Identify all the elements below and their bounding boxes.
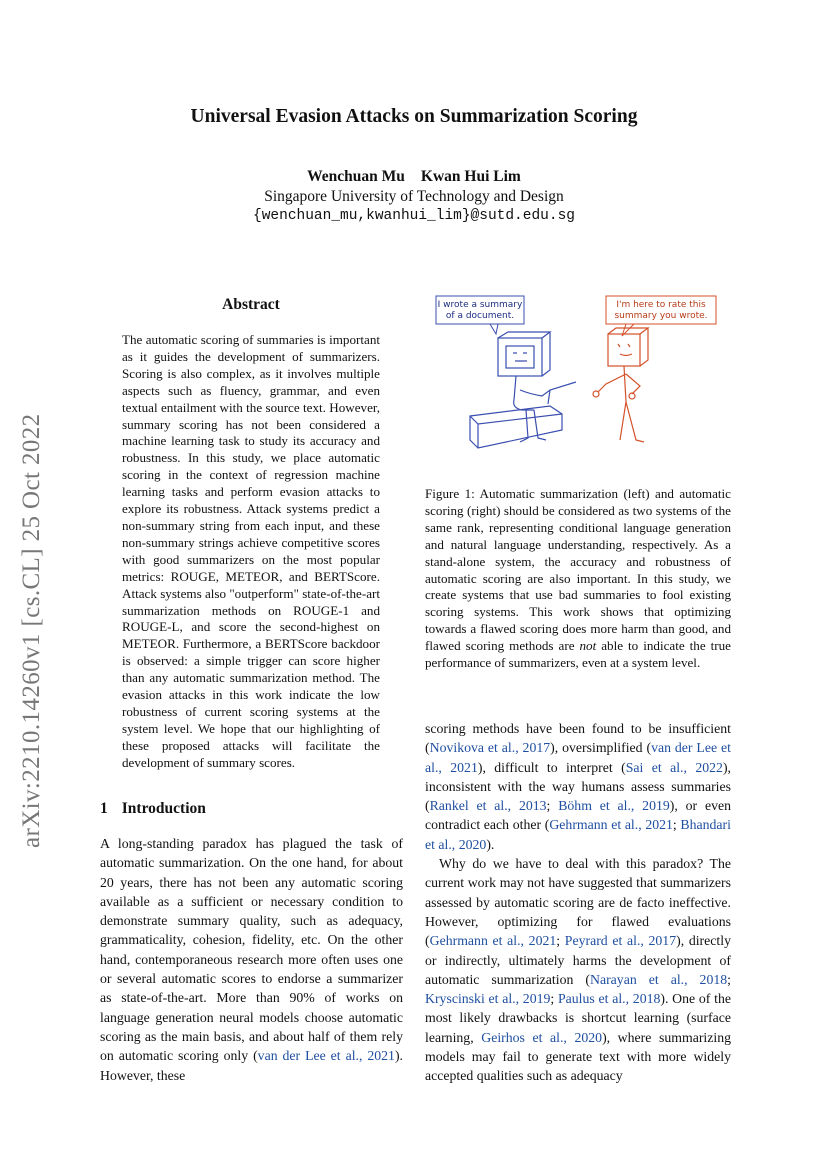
citation-link[interactable]: Gehrmann et al., 2021 [549,817,673,833]
affiliation: Singapore University of Technology and Design [264,188,564,205]
citation-link[interactable]: Böhm et al., 2019 [558,798,670,814]
figure-1-caption [425,486,731,672]
summarizer-robot [470,332,576,448]
author-name: Kwan Hui Lim [420,168,521,185]
figure-1 [430,290,730,470]
abstract-heading: Abstract [222,296,280,313]
citation-link[interactable]: van der Lee et al., 2021 [257,1048,395,1064]
paragraph [425,719,731,854]
paragraph-text: ), directly or indirectly, ultimately harms the development of automatic summarization ( [425,933,731,987]
paragraph-text: ; [727,971,731,987]
paragraph-text: ), inconsistent with the way humans assess summaries ( [425,759,731,814]
introduction-text: A long-standing paradox has plagued the task of automatic summarization. On the one hand, for about 20 years, there has not been any automatic scoring available as a sufficient or necessary condition to demonstrate summary quality, such as adequacy, grammaticality, cohesion, fidelity, etc. On the other hand, contemporaneous research more often uses one or several automatic scores to endorse a summarizer as state-of-the-art. More than 90% of works on language generation neural models choose automatic scoring as the main basis, and about half of them rely on automatic scoring only ( [100,836,403,1064]
citation-link[interactable]: Sai et al., 2022 [625,759,723,775]
citation-link[interactable]: van der Lee et al., 2021 [425,740,731,775]
paragraph [425,854,731,1086]
paragraph-text: ). One of the most likely drawbacks is shortcut learning (surface learning, [425,991,731,1045]
citation-link[interactable]: Bhandari et al., 2020 [425,817,731,852]
author-name: Wenchuan Mu [307,168,405,185]
author-emails: {wenchuan_mu,kwanhui_lim}@sutd.edu.sg [253,208,575,224]
introduction-text-end: ). However, these [100,1048,403,1083]
paragraph-text: ), oversimplified ( [550,740,652,756]
paragraph-text: ), or even contradict each other ( [425,798,731,833]
caption-text: Figure 1: Automatic summarization (left) and automatic scoring (right) should be considered as two systems of the same rank, representing conditional language generation and natural language understanding, respectively. As a stand-alone system, the accuracy and robustness of automatic scoring are also important. In this study, we create systems that use bad summaries to fool existing scoring systems. This work shows that optimizing towards a flawed scoring does more harm than good, and flawed scoring methods are [425,486,731,654]
paragraph-text: ), difficult to interpret ( [477,759,626,775]
citation-link[interactable]: Paulus et al., 2018 [557,991,661,1007]
speech-bubble-right-line-1: I'm here to rate this [616,300,706,310]
caption-text-end: able to indicate the true performance of summarizers, even at a system level. [425,638,731,671]
citation-link[interactable]: Narayan et al., 2018 [590,971,728,987]
caption-emphasis: not [579,638,597,654]
paragraph-text: scoring methods have been found to be insufficient ( [425,721,731,756]
citation-link[interactable]: Novikova et al., 2017 [429,740,551,756]
paragraph-text: ; [550,991,558,1007]
section-heading-introduction [100,800,206,818]
citation-link[interactable]: Rankel et al., 2013 [429,798,547,814]
citation-link[interactable]: Peyrard et al., 2017 [564,933,677,949]
citation-link[interactable]: Geirhos et al., 2020 [481,1029,603,1045]
speech-bubble-left-line-2: of a document. [445,311,515,321]
paragraph-text: Why do we have to deal with this paradox? The current work may not have suggested that summarizers assessed by automatic scoring are de facto ineffective. However, optimizing for flawed evaluations ( [425,856,731,949]
paragraph-text: ; [672,817,681,833]
abstract-body: The automatic scoring of summaries is important as it guides the development of summarizers. Scoring is also complex, as it involves multiple aspects such as fluency, grammar, and even textual entailment with the source text. However, summary scoring has not been considered a machine learning task to study its accuracy and robustness. In this study, we place automatic scoring in the context of regression machine learning tasks and perform evasion attacks to explore its robustness. Attack systems predict a non-summary string from each input, and these non-summary strings achieve competitive scores with good summarizers on the most popular metrics: ROUGE, METEOR, and BERTScore. Attack systems also "outperform" state-of-the-art summarization methods on ROUGE-1 and ROUGE-L, and score the second-highest on METEOR. Furthermore, a BERTScore backdoor is observed: a simple trigger can score higher than any automatic summarization method. The evasion attacks in this work indicate the low robustness of current scoring systems at the system level. We hope that our highlighting of these proposed attacks will facilitate the development of summary scores. [122,332,380,770]
speech-bubble-right-line-2: summary you wrote. [614,311,708,321]
arxiv-identifier: arXiv:2210.14260v1 [cs.CL] 25 Oct 2022 [18,413,45,848]
section-number: 1 [100,800,108,817]
speech-bubble-left-line-1: I wrote a summary [437,300,523,310]
paragraph-text: ; [556,933,565,949]
paragraph-text: ; [546,798,559,814]
figure-1-illustration [430,290,730,470]
introduction-body [100,834,403,1085]
paragraph-text: ), where summarizing models may fail to generate text with more widely accepted qualities such as adequacy [425,1029,732,1084]
scorer-robot [593,328,648,442]
paper-title: Universal Evasion Attacks on Summarization Scoring [190,106,638,127]
right-column-body [425,719,731,1086]
section-title: Introduction [121,800,206,817]
citation-link[interactable]: Kryscinski et al., 2019 [425,991,551,1007]
citation-link[interactable]: Gehrmann et al., 2021 [429,933,557,949]
paragraph-text: ). [486,836,495,852]
author-list [0,168,828,186]
